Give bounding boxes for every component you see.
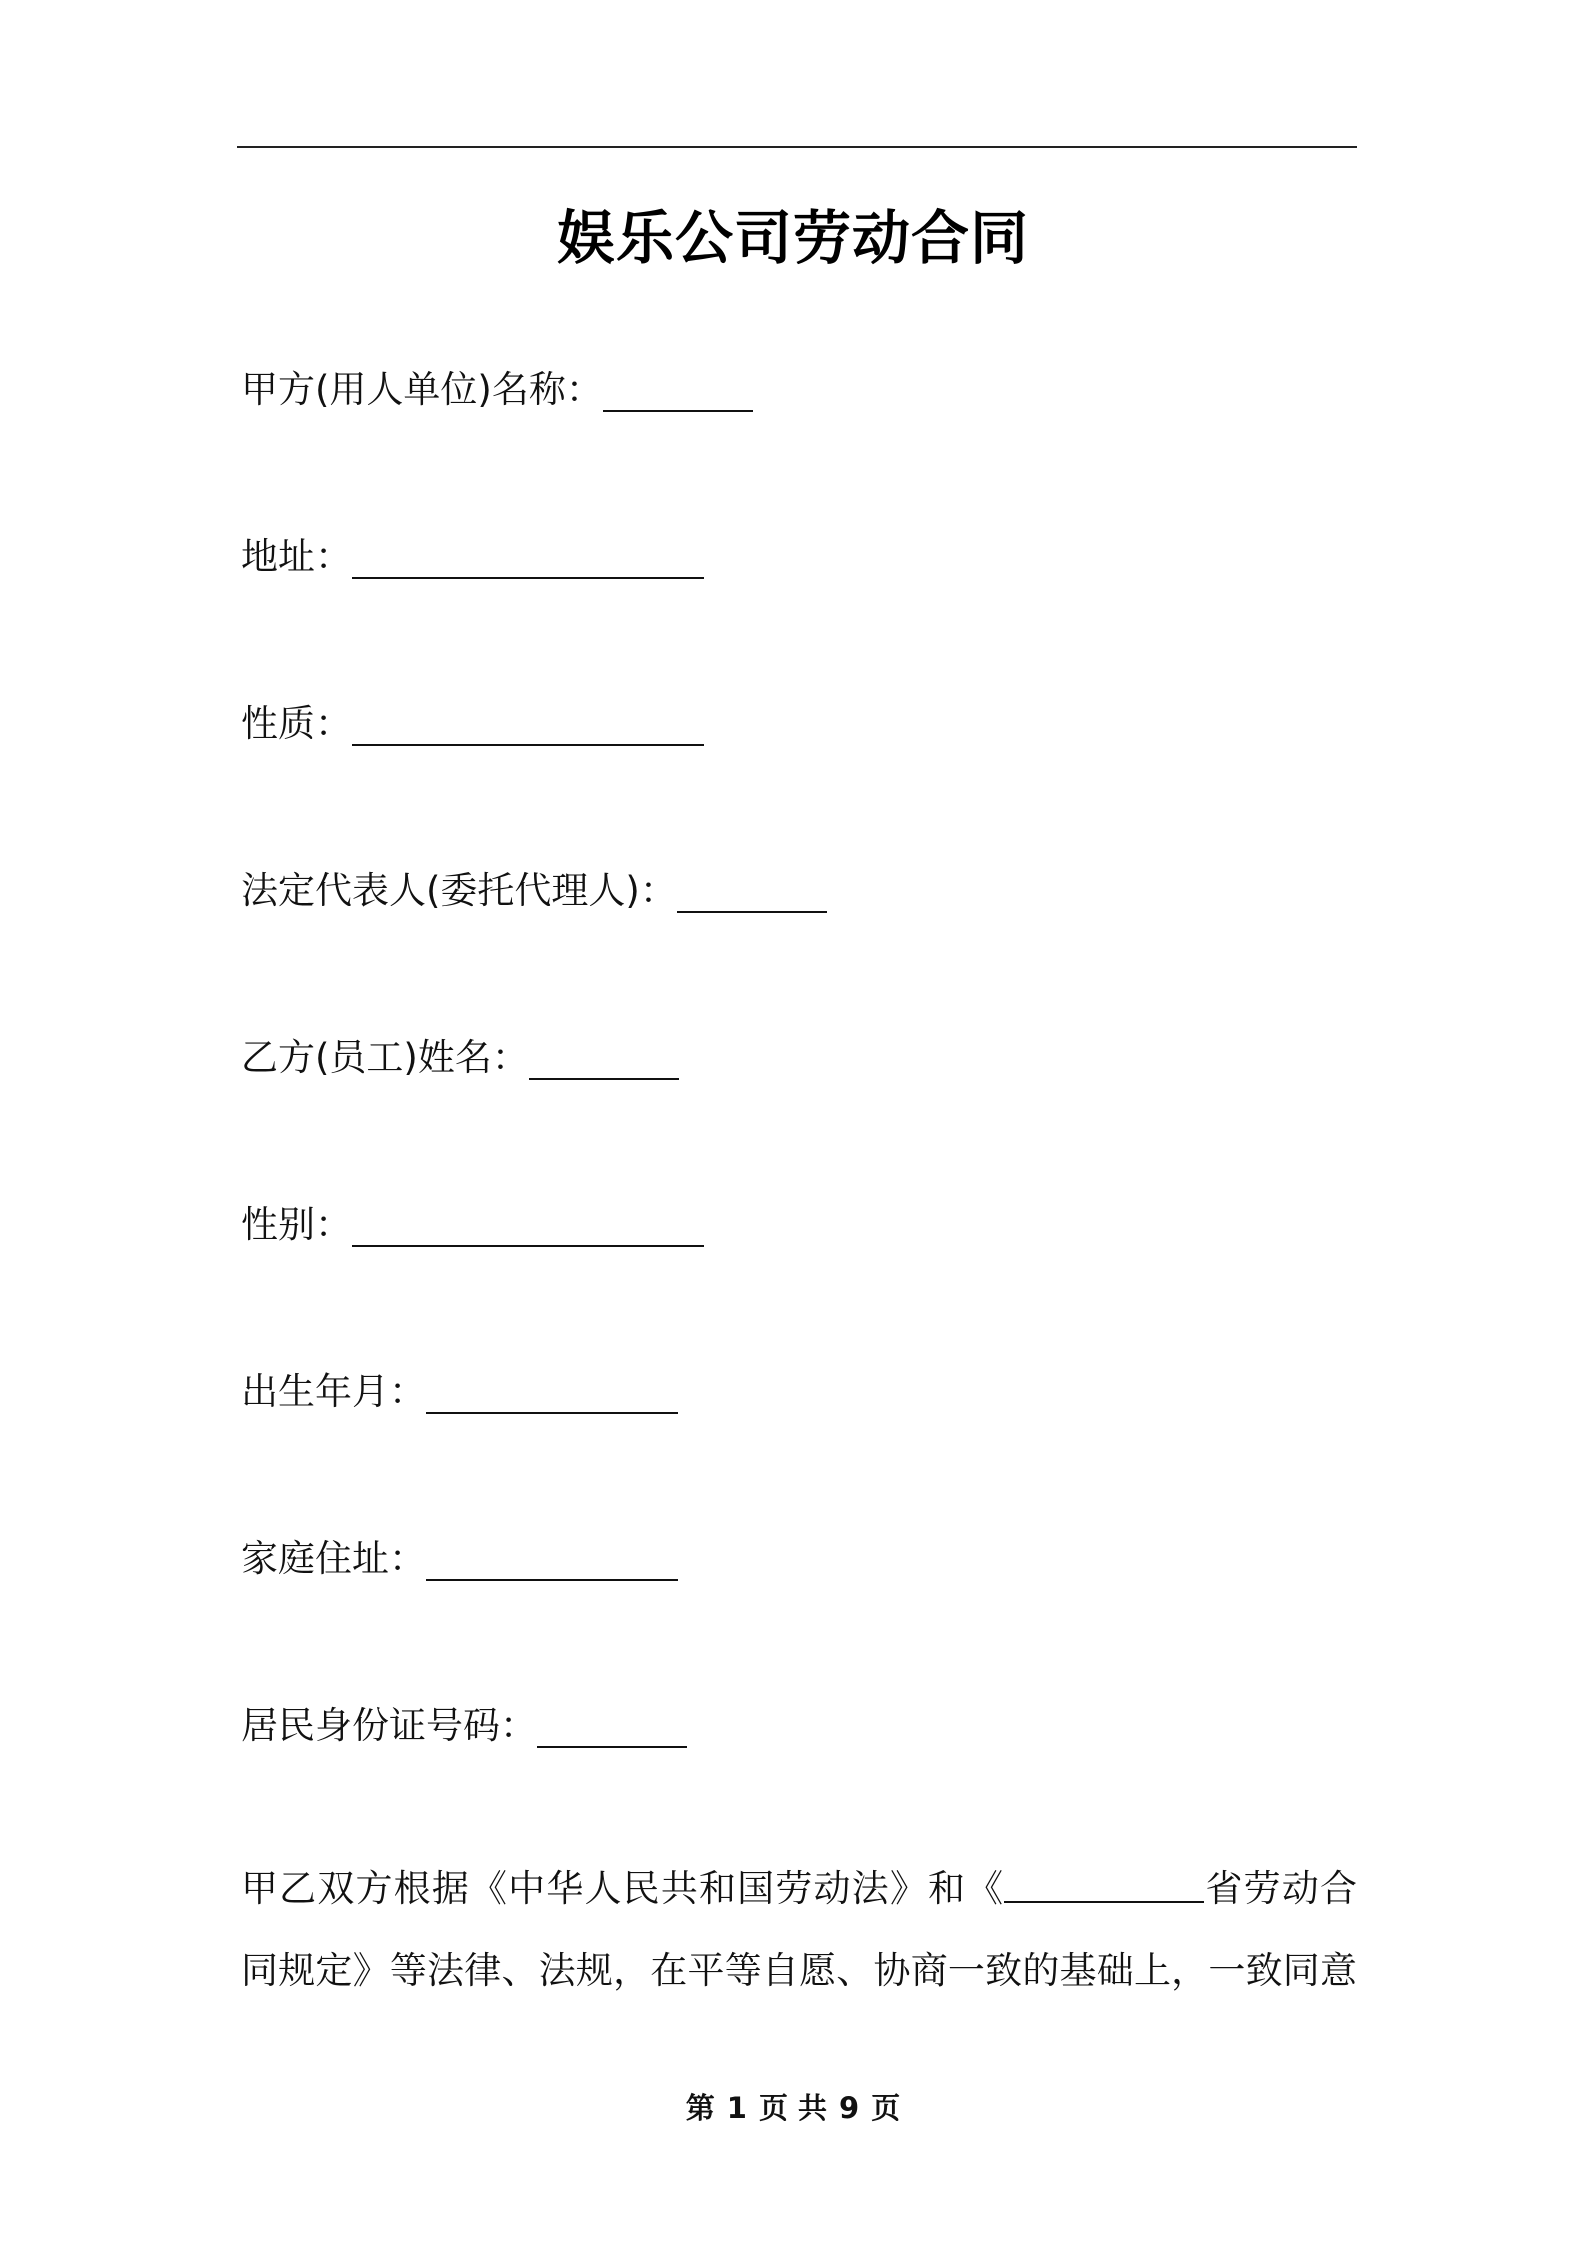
field-id-number — [241, 1692, 687, 1752]
field-address — [241, 523, 704, 583]
field-gender — [241, 1191, 704, 1251]
fill-blank — [426, 1535, 678, 1581]
field-label: 出生年月： — [241, 1370, 426, 1413]
fill-blank — [352, 700, 704, 746]
paragraph-line: 同规定》等法律、法规，在平等自愿、协商一致的基础上，一致同意 — [241, 1949, 1357, 1992]
footer-prefix: 第 — [685, 2091, 715, 2125]
fill-blank — [529, 1034, 679, 1080]
fill-blank — [426, 1368, 678, 1414]
footer-suffix: 页 — [871, 2091, 901, 2125]
fill-blank — [603, 366, 753, 412]
footer-total-pages: 9 — [839, 2091, 860, 2125]
field-label: 性别： — [241, 1203, 352, 1246]
paragraph-text: 省劳动合 — [1204, 1867, 1358, 1910]
page-footer — [0, 2088, 1586, 2128]
fill-blank — [677, 867, 827, 913]
footer-middle: 页 共 — [758, 2091, 828, 2125]
field-birth — [241, 1358, 678, 1418]
footer-current-page: 1 — [726, 2091, 747, 2125]
fill-blank — [537, 1702, 687, 1748]
field-employer-name — [241, 356, 753, 416]
field-employee-name — [241, 1024, 679, 1084]
field-label: 乙方(员工)姓名： — [241, 1036, 529, 1079]
field-label: 家庭住址： — [241, 1537, 426, 1580]
field-home-address — [241, 1525, 678, 1585]
body-paragraph — [241, 1848, 1357, 2012]
field-nature — [241, 690, 704, 750]
fill-blank — [352, 533, 704, 579]
header-rule — [237, 146, 1357, 148]
field-legal-rep — [241, 857, 827, 917]
paragraph-text: 甲乙双方根据《中华人民共和国劳动法》和《 — [241, 1867, 1005, 1910]
paragraph-line — [241, 1848, 1357, 1930]
fill-blank — [1004, 1863, 1204, 1903]
field-label: 甲方(用人单位)名称： — [241, 368, 603, 411]
field-label: 居民身份证号码： — [241, 1704, 537, 1747]
document-title: 娱乐公司劳动合同 — [556, 204, 1029, 272]
field-label: 性质： — [241, 702, 352, 745]
field-label: 地址： — [241, 535, 352, 578]
field-label: 法定代表人(委托代理人)： — [241, 869, 677, 912]
fill-blank — [352, 1201, 704, 1247]
